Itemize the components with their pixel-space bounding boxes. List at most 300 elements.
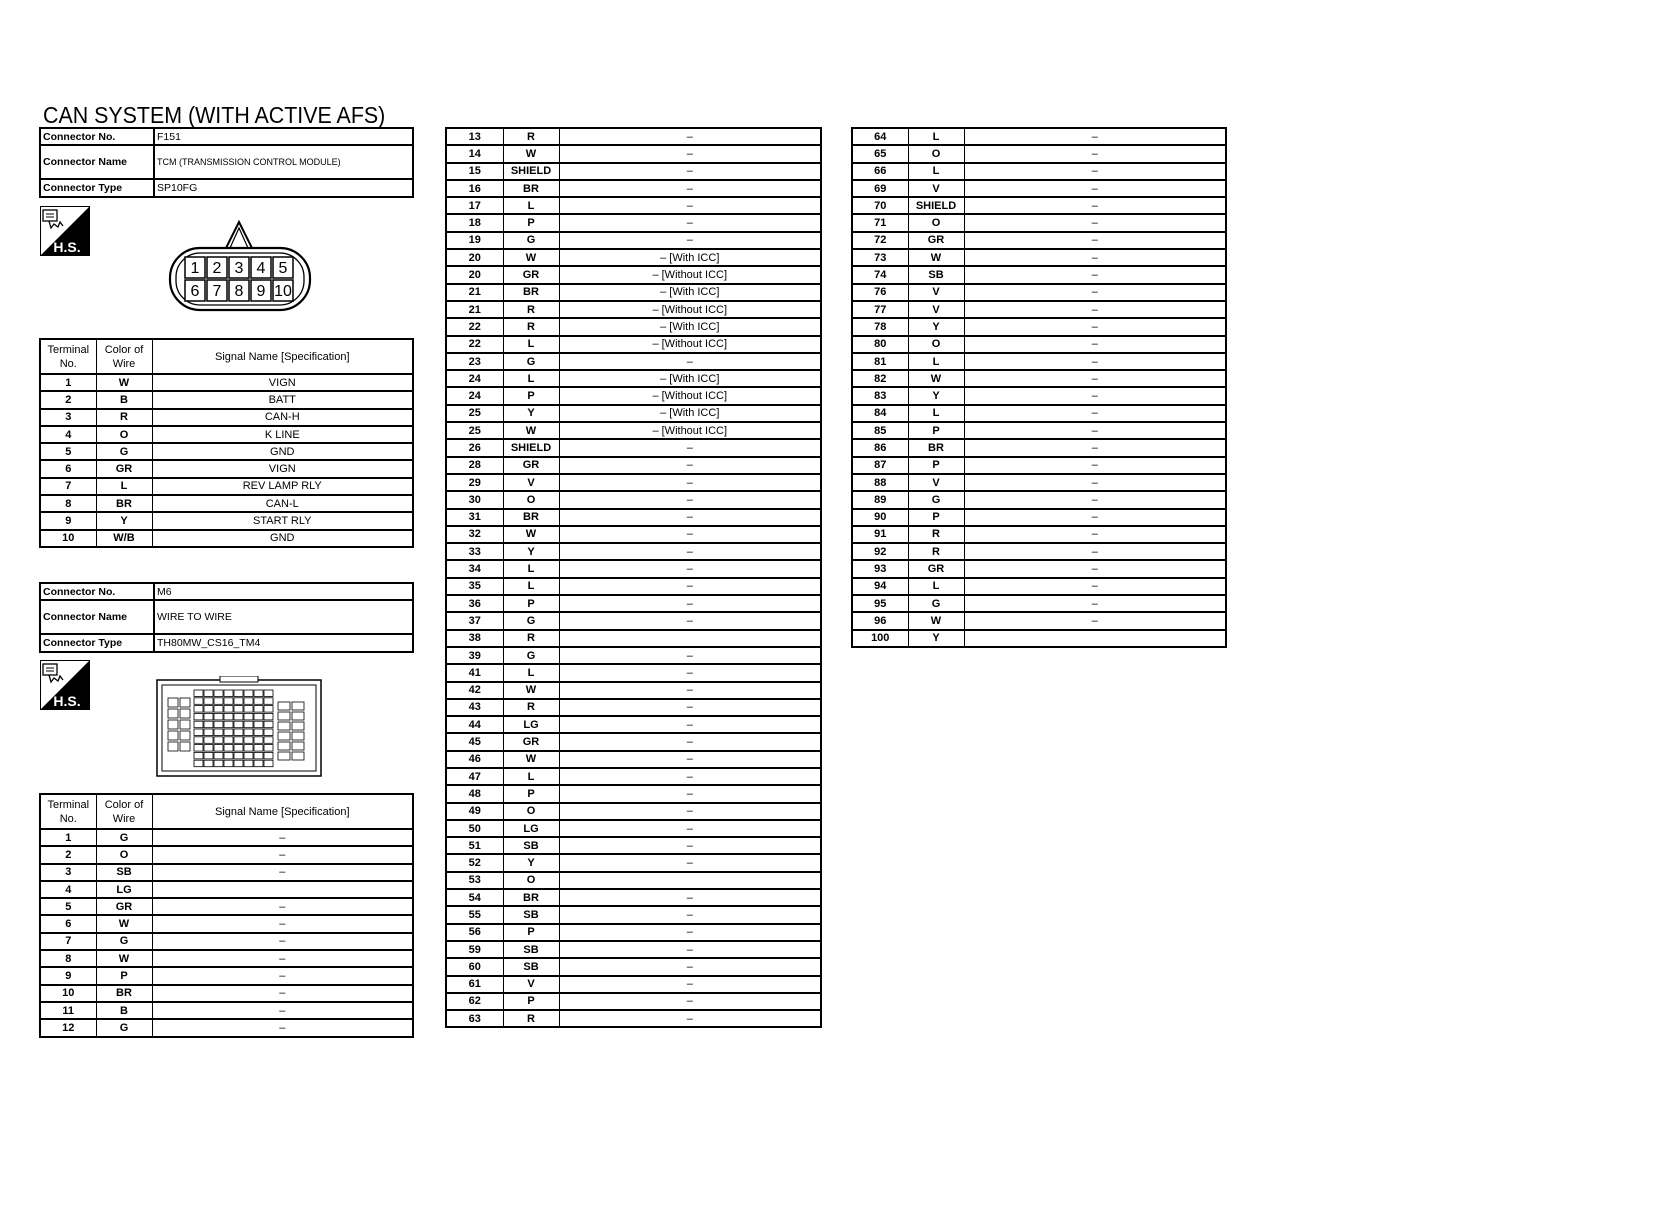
- signal-name-cell: VIGN: [152, 460, 413, 477]
- pin-cavity: [194, 752, 203, 759]
- terminal-no-cell: 47: [446, 768, 503, 785]
- pin-row: [40, 985, 413, 1002]
- connector2-pin-table-continued-2: [851, 127, 1227, 648]
- terminal-no-cell: 33: [446, 543, 503, 560]
- signal-name-cell: –: [559, 976, 821, 993]
- wire-color-cell: P: [503, 595, 559, 612]
- pin-cavity: [168, 742, 178, 751]
- wire-color-cell: L: [908, 353, 964, 370]
- terminal-no-cell: 3: [40, 409, 96, 426]
- wire-color-cell: L: [96, 478, 152, 495]
- signal-name-cell: GND: [152, 530, 413, 547]
- pin-row: [40, 374, 413, 391]
- terminal-no-cell: 61: [446, 976, 503, 993]
- pin-cavity: [214, 745, 223, 752]
- pin-row: [446, 474, 821, 491]
- wire-color-cell: SB: [503, 941, 559, 958]
- wire-color-cell: P: [503, 214, 559, 231]
- pin-cavity: [214, 737, 223, 744]
- terminal-no-cell: 95: [852, 595, 908, 612]
- pin-row: [852, 301, 1226, 318]
- pin-row: [40, 391, 413, 408]
- signal-name-cell: –: [964, 439, 1226, 456]
- connector1-type-row: [40, 179, 413, 196]
- pin-cavity: [234, 745, 243, 752]
- wire-color-cell: W: [503, 751, 559, 768]
- pin-cavity: [194, 706, 203, 713]
- terminal-no-cell: 23: [446, 353, 503, 370]
- pin-cavity: [214, 698, 223, 705]
- terminal-no-cell: 39: [446, 647, 503, 664]
- connector1-type-value: SP10FG: [154, 179, 413, 196]
- wire-color-cell: R: [908, 543, 964, 560]
- pin-cavity: [214, 721, 223, 728]
- pin-cavity: [244, 729, 253, 736]
- pin-row: [852, 439, 1226, 456]
- pin-number: 2: [212, 260, 222, 277]
- wire-color-cell: O: [503, 872, 559, 889]
- terminal-no-cell: 85: [852, 422, 908, 439]
- pin-row: [852, 595, 1226, 612]
- signal-name-cell: –: [559, 993, 821, 1010]
- terminal-no-cell: 49: [446, 803, 503, 820]
- wire-color-cell: W: [96, 915, 152, 932]
- wire-color-cell: O: [96, 846, 152, 863]
- pin-row: [446, 906, 821, 923]
- signal-name-cell: CAN-L: [152, 495, 413, 512]
- wire-color-cell: P: [503, 993, 559, 1010]
- pin-row: [446, 232, 821, 249]
- signal-name-cell: –: [964, 336, 1226, 353]
- pin-row: [446, 872, 821, 889]
- signal-name-cell: –: [559, 457, 821, 474]
- pin-cavity: [224, 706, 233, 713]
- terminal-no-cell: 89: [852, 491, 908, 508]
- wire-color-cell: SHIELD: [503, 439, 559, 456]
- wire-color-cell: P: [503, 387, 559, 404]
- pin-cavity: [224, 698, 233, 705]
- pin-row: [446, 318, 821, 335]
- pin-row: [40, 881, 413, 898]
- wire-color-cell: GR: [503, 457, 559, 474]
- signal-name-cell: –: [964, 266, 1226, 283]
- pin-cavity: [244, 698, 253, 705]
- terminal-no-header: Terminal No.: [40, 794, 96, 829]
- pin-number: 1: [190, 260, 200, 277]
- pin-cavity: [254, 721, 263, 728]
- wire-color-cell: SB: [503, 837, 559, 854]
- terminal-no-cell: 62: [446, 993, 503, 1010]
- pin-cavity: [254, 729, 263, 736]
- signal-name-cell: [152, 881, 413, 898]
- signal-name-cell: –: [559, 214, 821, 231]
- connector1-no-value: F151: [154, 128, 413, 145]
- wire-color-cell: GR: [908, 232, 964, 249]
- wire-color-cell: O: [908, 145, 964, 162]
- wire-color-cell: P: [96, 967, 152, 984]
- signal-name-cell: –: [559, 924, 821, 941]
- signal-name-cell: REV LAMP RLY: [152, 478, 413, 495]
- signal-name-cell: –: [964, 560, 1226, 577]
- wire-color-cell: SB: [908, 266, 964, 283]
- pin-row: [446, 785, 821, 802]
- connector2-pin-table-continued-1: [445, 127, 822, 1028]
- page-title: CAN SYSTEM (WITH ACTIVE AFS): [43, 102, 386, 128]
- pin-cavity: [204, 737, 213, 744]
- pin-cavity: [244, 721, 253, 728]
- signal-name-cell: START RLY: [152, 512, 413, 529]
- connector1-name-row: [40, 145, 413, 179]
- signal-name-cell: –: [559, 1010, 821, 1027]
- pin-cavity: [244, 690, 253, 697]
- pin-row: [40, 512, 413, 529]
- pin-cavity: [244, 745, 253, 752]
- wire-color-cell: W: [96, 374, 152, 391]
- wire-color-cell: R: [503, 1010, 559, 1027]
- wire-color-cell: L: [908, 163, 964, 180]
- pin-row: [852, 284, 1226, 301]
- connector1-no-row: [40, 128, 413, 145]
- pin-cavity: [168, 720, 178, 729]
- signal-name-cell: – [With ICC]: [559, 370, 821, 387]
- signal-name-cell: –: [152, 898, 413, 915]
- terminal-no-cell: 93: [852, 560, 908, 577]
- signal-name-cell: –: [964, 612, 1226, 629]
- pin-row: [446, 751, 821, 768]
- terminal-no-cell: 77: [852, 301, 908, 318]
- terminal-no-cell: 4: [40, 426, 96, 443]
- signal-name-cell: – [With ICC]: [559, 284, 821, 301]
- pin-row: [446, 993, 821, 1010]
- terminal-no-cell: 21: [446, 284, 503, 301]
- signal-name-cell: CAN-H: [152, 409, 413, 426]
- terminal-no-cell: 69: [852, 180, 908, 197]
- connector1-pin-table: [39, 338, 414, 548]
- pin-cavity: [224, 713, 233, 720]
- terminal-no-cell: 92: [852, 543, 908, 560]
- wire-color-cell: W: [503, 145, 559, 162]
- terminal-no-cell: 34: [446, 560, 503, 577]
- connector2-no-row: [40, 583, 413, 600]
- wire-color-cell: SB: [503, 906, 559, 923]
- pin-row: [40, 478, 413, 495]
- color-of-wire-header: Color of Wire: [96, 339, 152, 374]
- pin-cavity: [278, 742, 290, 750]
- pin-row: [852, 353, 1226, 370]
- terminal-no-cell: 5: [40, 443, 96, 460]
- pin-cavity: [180, 731, 190, 740]
- wire-color-cell: BR: [503, 509, 559, 526]
- pin-row: [446, 301, 821, 318]
- wire-color-cell: BR: [908, 439, 964, 456]
- wire-color-cell: GR: [503, 266, 559, 283]
- signal-name-cell: [559, 872, 821, 889]
- connector2-name-row: [40, 600, 413, 634]
- signal-name-cell: –: [964, 457, 1226, 474]
- signal-name-cell: –: [964, 543, 1226, 560]
- pin-cavity: [264, 698, 273, 705]
- signal-name-cell: – [With ICC]: [559, 318, 821, 335]
- pin-row: [446, 457, 821, 474]
- pin-cavity: [264, 752, 273, 759]
- wire-color-cell: W: [503, 526, 559, 543]
- wire-color-cell: R: [503, 699, 559, 716]
- terminal-no-cell: 12: [40, 1019, 96, 1036]
- signal-name-cell: –: [559, 682, 821, 699]
- signal-name-cell: –: [559, 474, 821, 491]
- terminal-no-cell: 91: [852, 526, 908, 543]
- color-of-wire-header: Color of Wire: [96, 794, 152, 829]
- hs-label: H.S.: [53, 239, 81, 255]
- signal-name-cell: –: [559, 595, 821, 612]
- signal-name-cell: –: [559, 785, 821, 802]
- terminal-no-cell: 9: [40, 967, 96, 984]
- connector-name-label: Connector Name: [40, 145, 154, 179]
- wire-color-cell: L: [503, 197, 559, 214]
- signal-name-cell: –: [559, 837, 821, 854]
- wire-color-cell: L: [503, 336, 559, 353]
- pin-number: 3: [234, 260, 244, 277]
- signal-name-cell: –: [964, 578, 1226, 595]
- signal-name-cell: – [Without ICC]: [559, 301, 821, 318]
- wire-color-cell: Y: [908, 630, 964, 647]
- wire-color-cell: B: [96, 1002, 152, 1019]
- pin-row: [40, 915, 413, 932]
- wire-color-cell: G: [96, 829, 152, 846]
- pin-row: [852, 387, 1226, 404]
- terminal-no-cell: 90: [852, 509, 908, 526]
- terminal-no-cell: 14: [446, 145, 503, 162]
- signal-name-cell: –: [559, 958, 821, 975]
- pin-row: [446, 768, 821, 785]
- pin-row: [446, 145, 821, 162]
- terminal-no-cell: 54: [446, 889, 503, 906]
- terminal-no-header: Terminal No.: [40, 339, 96, 374]
- pin-cavity: [224, 752, 233, 759]
- signal-name-cell: –: [559, 197, 821, 214]
- wire-color-cell: Y: [503, 854, 559, 871]
- terminal-no-cell: 96: [852, 612, 908, 629]
- pin-row: [446, 422, 821, 439]
- wire-color-cell: R: [503, 630, 559, 647]
- signal-name-cell: [559, 630, 821, 647]
- pin-number: 5: [278, 260, 288, 277]
- wire-color-cell: SB: [96, 864, 152, 881]
- pin-row: [446, 405, 821, 422]
- wire-color-cell: GR: [908, 560, 964, 577]
- pin-cavity: [254, 713, 263, 720]
- pin-cavity: [194, 760, 203, 767]
- pin-cavity: [254, 745, 263, 752]
- pin-cavity: [264, 760, 273, 767]
- signal-name-cell: –: [152, 915, 413, 932]
- pin-cavity: [214, 706, 223, 713]
- terminal-no-cell: 11: [40, 1002, 96, 1019]
- pin-row: [852, 197, 1226, 214]
- terminal-no-cell: 64: [852, 128, 908, 145]
- terminal-no-cell: 52: [446, 854, 503, 871]
- pin-row: [40, 426, 413, 443]
- pin-row: [40, 1019, 413, 1036]
- pin-row: [446, 439, 821, 456]
- terminal-no-cell: 94: [852, 578, 908, 595]
- hs-label: H.S.: [53, 693, 81, 709]
- pin-cavity: [224, 729, 233, 736]
- pin-cavity: [234, 721, 243, 728]
- signal-name-cell: –: [559, 560, 821, 577]
- pin-row: [446, 941, 821, 958]
- connector-type-label: Connector Type: [40, 179, 154, 196]
- terminal-no-cell: 18: [446, 214, 503, 231]
- terminal-no-cell: 87: [852, 457, 908, 474]
- signal-name-cell: –: [964, 422, 1226, 439]
- pin-cavity: [292, 712, 304, 720]
- pin-row: [446, 595, 821, 612]
- signal-name-cell: –: [964, 491, 1226, 508]
- connector2-no-value: M6: [154, 583, 413, 600]
- pin-cavity: [194, 745, 203, 752]
- terminal-no-cell: 31: [446, 509, 503, 526]
- pin-row: [852, 249, 1226, 266]
- signal-name-header: Signal Name [Specification]: [152, 794, 413, 829]
- terminal-no-cell: 25: [446, 405, 503, 422]
- pin-row: [446, 128, 821, 145]
- signal-name-cell: – [Without ICC]: [559, 336, 821, 353]
- signal-name-cell: –: [559, 664, 821, 681]
- pin-number: 8: [234, 283, 244, 300]
- pin-row: [40, 443, 413, 460]
- pin-cavity: [278, 732, 290, 740]
- signal-name-cell: –: [559, 820, 821, 837]
- terminal-no-cell: 41: [446, 664, 503, 681]
- terminal-no-cell: 36: [446, 595, 503, 612]
- signal-name-cell: –: [964, 284, 1226, 301]
- signal-name-cell: –: [152, 1002, 413, 1019]
- signal-name-cell: – [With ICC]: [559, 249, 821, 266]
- pin-cavity: [204, 698, 213, 705]
- wire-color-cell: G: [908, 491, 964, 508]
- signal-name-cell: – [Without ICC]: [559, 266, 821, 283]
- connector1-info-table: [39, 127, 414, 198]
- pin-cavity: [214, 729, 223, 736]
- wire-color-cell: O: [503, 803, 559, 820]
- pin-row: [852, 630, 1226, 647]
- signal-name-cell: –: [559, 543, 821, 560]
- terminal-no-cell: 26: [446, 439, 503, 456]
- wire-color-cell: G: [503, 612, 559, 629]
- signal-name-cell: –: [559, 232, 821, 249]
- signal-name-header: Signal Name [Specification]: [152, 339, 413, 374]
- wire-color-cell: L: [503, 370, 559, 387]
- terminal-no-cell: 72: [852, 232, 908, 249]
- signal-name-cell: –: [964, 595, 1226, 612]
- signal-name-cell: –: [152, 1019, 413, 1036]
- terminal-no-cell: 37: [446, 612, 503, 629]
- pin-row: [446, 924, 821, 941]
- signal-name-cell: –: [964, 232, 1226, 249]
- signal-name-cell: BATT: [152, 391, 413, 408]
- wire-color-cell: BR: [96, 495, 152, 512]
- terminal-no-cell: 71: [852, 214, 908, 231]
- pin-cavity: [194, 721, 203, 728]
- pin-cavity: [254, 690, 263, 697]
- pin-row: [852, 128, 1226, 145]
- terminal-no-cell: 76: [852, 284, 908, 301]
- pin-cavity: [234, 698, 243, 705]
- terminal-no-cell: 29: [446, 474, 503, 491]
- signal-name-cell: –: [559, 751, 821, 768]
- pin-cavity: [204, 745, 213, 752]
- wire-color-cell: G: [503, 647, 559, 664]
- pin-cavity: [168, 698, 178, 707]
- pin-row: [446, 509, 821, 526]
- terminal-no-cell: 20: [446, 249, 503, 266]
- pin-row: [446, 630, 821, 647]
- pin-cavity: [224, 721, 233, 728]
- pin-cavity: [254, 737, 263, 744]
- pin-cavity: [244, 706, 253, 713]
- wire-color-cell: V: [908, 301, 964, 318]
- wire-color-cell: O: [503, 491, 559, 508]
- signal-name-cell: –: [559, 768, 821, 785]
- pin-row: [852, 457, 1226, 474]
- terminal-no-cell: 8: [40, 950, 96, 967]
- hs-harness-side-icon: [40, 660, 90, 710]
- wire-color-cell: BR: [503, 180, 559, 197]
- pin-cavity: [234, 760, 243, 767]
- pin-cavity: [234, 737, 243, 744]
- wire-color-cell: GR: [503, 733, 559, 750]
- pin-cavity: [244, 760, 253, 767]
- pin-cavity: [234, 752, 243, 759]
- wire-color-cell: L: [908, 405, 964, 422]
- signal-name-cell: –: [559, 526, 821, 543]
- pin-row: [852, 163, 1226, 180]
- signal-name-cell: –: [964, 405, 1226, 422]
- wire-color-cell: P: [908, 422, 964, 439]
- terminal-no-cell: 28: [446, 457, 503, 474]
- terminal-no-cell: 66: [852, 163, 908, 180]
- terminal-no-cell: 15: [446, 163, 503, 180]
- terminal-no-cell: 48: [446, 785, 503, 802]
- wire-color-cell: V: [503, 976, 559, 993]
- signal-name-cell: –: [559, 180, 821, 197]
- pin-row: [446, 820, 821, 837]
- pin-cavity: [278, 752, 290, 760]
- pin-row: [446, 180, 821, 197]
- wire-color-cell: G: [96, 443, 152, 460]
- wire-color-cell: G: [908, 595, 964, 612]
- wire-color-cell: O: [908, 336, 964, 353]
- terminal-no-cell: 32: [446, 526, 503, 543]
- terminal-no-cell: 80: [852, 336, 908, 353]
- pin-row: [40, 950, 413, 967]
- terminal-no-cell: 59: [446, 941, 503, 958]
- terminal-no-cell: 46: [446, 751, 503, 768]
- wire-to-wire-connector-face-diagram: [156, 676, 322, 778]
- signal-name-cell: –: [964, 370, 1226, 387]
- signal-name-cell: –: [152, 864, 413, 881]
- terminal-no-cell: 19: [446, 232, 503, 249]
- connector-type-label: Connector Type: [40, 634, 154, 651]
- signal-name-cell: – [Without ICC]: [559, 422, 821, 439]
- terminal-no-cell: 83: [852, 387, 908, 404]
- signal-name-cell: [964, 630, 1226, 647]
- pin-row: [446, 353, 821, 370]
- pin-cavity: [194, 713, 203, 720]
- connector1-name-value: TCM (TRANSMISSION CONTROL MODULE): [154, 145, 413, 179]
- terminal-no-cell: 81: [852, 353, 908, 370]
